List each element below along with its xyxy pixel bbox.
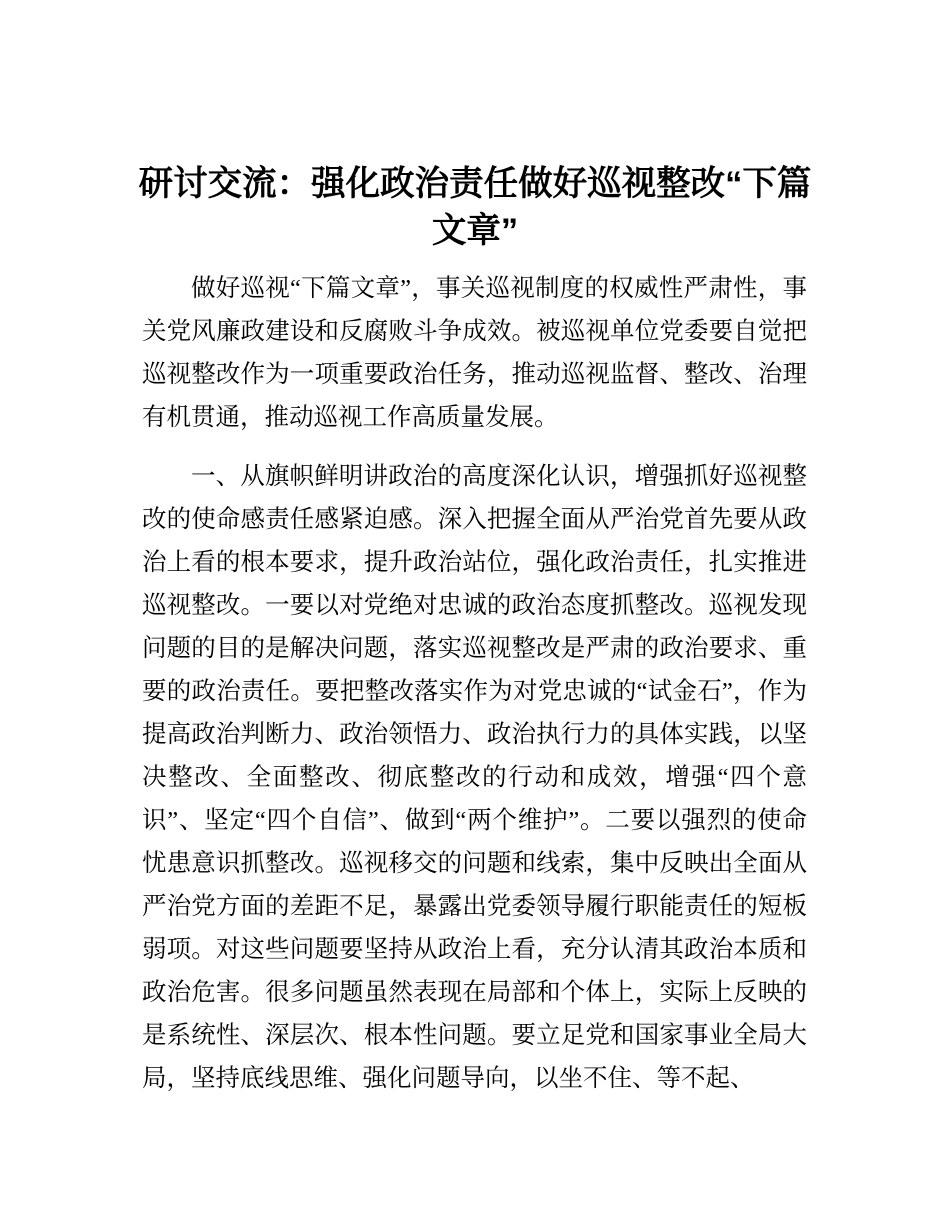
document-title bbox=[58, 161, 892, 255]
body-paragraph-1: 做好巡视“下篇文章”，事关巡视制度的权威性严肃性，事关党风廉政建设和反腐败斗争成效。被巡视单位党委要自觉把巡视整改作为一项重要政治任务，推动巡视监督、整改、治理有机贯通，推动巡视工作高质量发展。 bbox=[142, 275, 807, 431]
body-paragraph-2: 一、从旗帜鲜明讲政治的高度深化认识，增强抓好巡视整改的使命感责任感紧迫感。深入把握全面从严治党首先要从政治上看的根本要求，提升政治站位，强化政治责任，扎实推进巡视整改。一要以对党绝对忠诚的政治态度抓整改。巡视发现问题的目的是解决问题，落实巡视整改是严肃的政治要求、重要的政治责任。要把整改落实作为对党忠诚的“试金石”，作为提高政治判断力、政治领悟力、政治执行力的具体实践，以坚决整改、全面整改、彻底整改的行动和成效，增强“四个意识”、坚定“四个自信”、做到“两个维护”。二要以强烈的使命忧患意识抓整改。巡视移交的问题和线索，集中反映出全面从严治党方面的差距不足，暴露出党委领导履行职能责任的短板弱项。对这些问题要坚持从政治上看，充分认清其政治本质和政治危害。很多问题虽然表现在局部和个体上，实际上反映的是系统性、深层次、根本性问题。要立足党和国家事业全局大局，坚持底线思维、强化问题导向，以坐不住、等不起、 bbox=[142, 463, 807, 1092]
document-body bbox=[142, 267, 807, 1100]
document-title-line-1: 研讨交流：强化政治责任做好巡视整改“下篇 bbox=[138, 165, 812, 203]
document-title-line-2: 文章” bbox=[431, 212, 519, 250]
